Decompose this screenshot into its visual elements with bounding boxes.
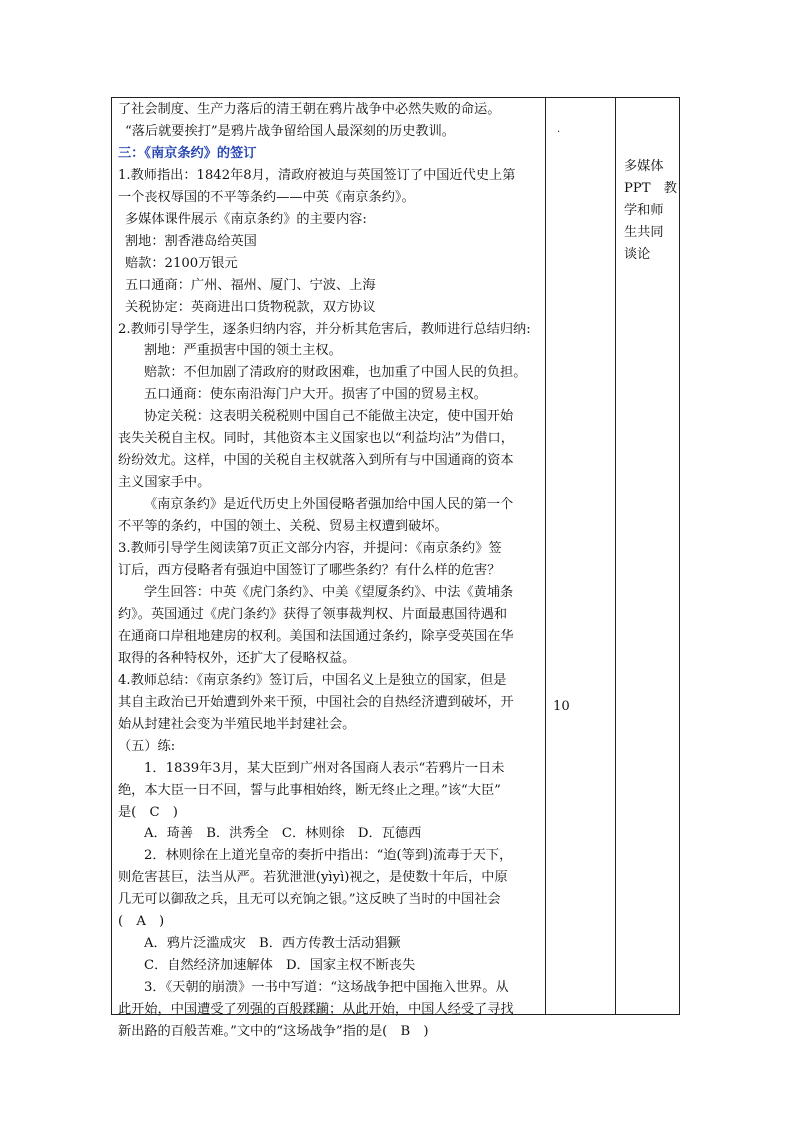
teaching-method-cell [624,156,676,266]
lesson-content-cell [118,99,543,1043]
content-line: A．琦善 B．洪秀全 C．林则徐 D．瓦德西 [144,826,422,842]
column-divider [545,98,546,1014]
content-line: 订后，西方侵略者有强迫中国签订了哪些条约？有什么样的危害？ [118,563,501,579]
content-line: 4.教师总结：《南京条约》签订后，中国名义上是独立的国家，但是 [118,672,507,688]
lesson-table [111,97,680,1040]
method-line: 谈论 [624,247,651,262]
content-line: 1.教师指出：1842年8月，清政府被迫与英国签订了中国近代史上第 [118,167,516,183]
content-line: 在通商口岸租地建房的权利。美国和法国通过条约，除享受英国在华 [118,628,514,644]
content-line: （五）练: [118,738,176,754]
content-line: 是( C ) [118,804,178,820]
content-line: 协定关税：这表明关税税则中国自己不能做主决定，使中国开始 [144,409,514,425]
content-line: 几无可以御敌之兵，且无可以充饷之银。”这反映了当时的中国社会 [118,892,501,908]
method-line: 多媒体 [624,159,664,174]
content-line: 绝，本大臣一日不回，誓与此事相始终，断无终止之理。”该“大臣” [118,782,501,798]
column-divider [615,98,616,1014]
time-minutes: 10 [553,699,570,714]
content-line: 割地：割香港岛给英国 [125,233,257,249]
content-line: 割地：严重损害中国的领土主权。 [144,343,342,359]
content-line: 始从封建社会变为半殖民地半封建社会。 [118,716,356,732]
content-line: 取得的各种特权外，还扩大了侵略权益。 [118,650,356,666]
content-line: ( A ) [118,914,165,930]
time-column-mark: . [557,124,561,135]
content-line: 赔款：不但加剧了清政府的财政困难，也加重了中国人民的负担。 [144,365,527,381]
content-line: C．自然经济加速解体 D．国家主权不断丧失 [144,958,416,974]
method-line: PPT 教 [624,181,677,196]
content-line: 一个丧权辱国的不平等条约——中英《南京条约》。 [118,189,415,205]
content-line: 《南京条约》是近代历史上外国侵略者强加给中国人民的第一个 [144,497,514,513]
content-line: 了社会制度、生产力落后的清王朝在鸦片战争中必然失败的命运。 [118,102,501,117]
content-line: 学生回答：中英《虎门条约》、中美《望厦条约》、中法《黄埔条 [144,584,514,600]
content-line: 2.教师引导学生，逐条归纳内容，并分析其危害后，教师进行总结归纳: [118,321,531,337]
content-line: 不平等的条约，中国的领土、关税、贸易主权遭到破坏。 [118,519,448,535]
content-line: 1．1839年3月，某大臣到广州对各国商人表示“若鸦片一日未 [144,760,505,776]
content-line: 约》。英国通过《虎门条约》获得了领事裁判权、片面最惠国待遇和 [118,606,508,622]
content-line: 3．《天朝的崩溃》一书中写道：“这场战争把中国拖入世界。从 [144,980,509,996]
content-line: 新出路的百般苦难。”文中的“这场战争”指的是( B ) [118,1024,429,1040]
content-line: 此开始，中国遭受了列强的百般蹂躏；从此开始，中国人经受了寻找 [118,1002,514,1018]
content-line: A．鸦片泛滥成灾 B．西方传教士活动猖獗 [144,936,401,952]
content-line: 多媒体课件展示《南京条约》的主要内容: [125,211,367,227]
method-line: 生共同 [624,225,664,240]
content-line: 五口通商：使东南沿海门户大开。损害了中国的贸易主权。 [144,387,487,403]
content-line: 则危害甚巨，法当从严。若犹泄泄(yìyì)视之，是使数十年后，中原 [118,870,508,886]
section-heading: 三：《南京条约》的签订 [118,145,257,161]
content-line: 3.教师引导学生阅读第7页正文部分内容，并提问：《南京条约》签 [118,541,502,557]
content-line: 纷纷效尤。这样，中国的关税自主权就落入到所有与中国通商的资本 [118,453,514,469]
content-line: 赔款：2100万银元 [125,255,238,271]
content-line: 丧失关税自主权。同时，其他资本主义国家也以“利益均沾”为借口， [118,431,514,447]
content-line: 五口通商：广州、福州、厦门、宁波、上海 [125,277,376,293]
content-line: “落后就要挨打”是鸦片战争留给国人最深刻的历史教训。 [125,123,455,139]
method-line: 学和师 [624,203,664,218]
content-line: 主义国家手中。 [118,475,211,491]
content-line: 2．林则徐在上道光皇帝的奏折中指出：“迨(等到)流毒于天下， [144,848,513,864]
content-line: 关税协定：英商进出口货物税款，双方协议 [125,299,376,315]
content-line: 其自主政治已开始遭到外来干预，中国社会的自热经济遭到破坏，开 [118,694,514,710]
